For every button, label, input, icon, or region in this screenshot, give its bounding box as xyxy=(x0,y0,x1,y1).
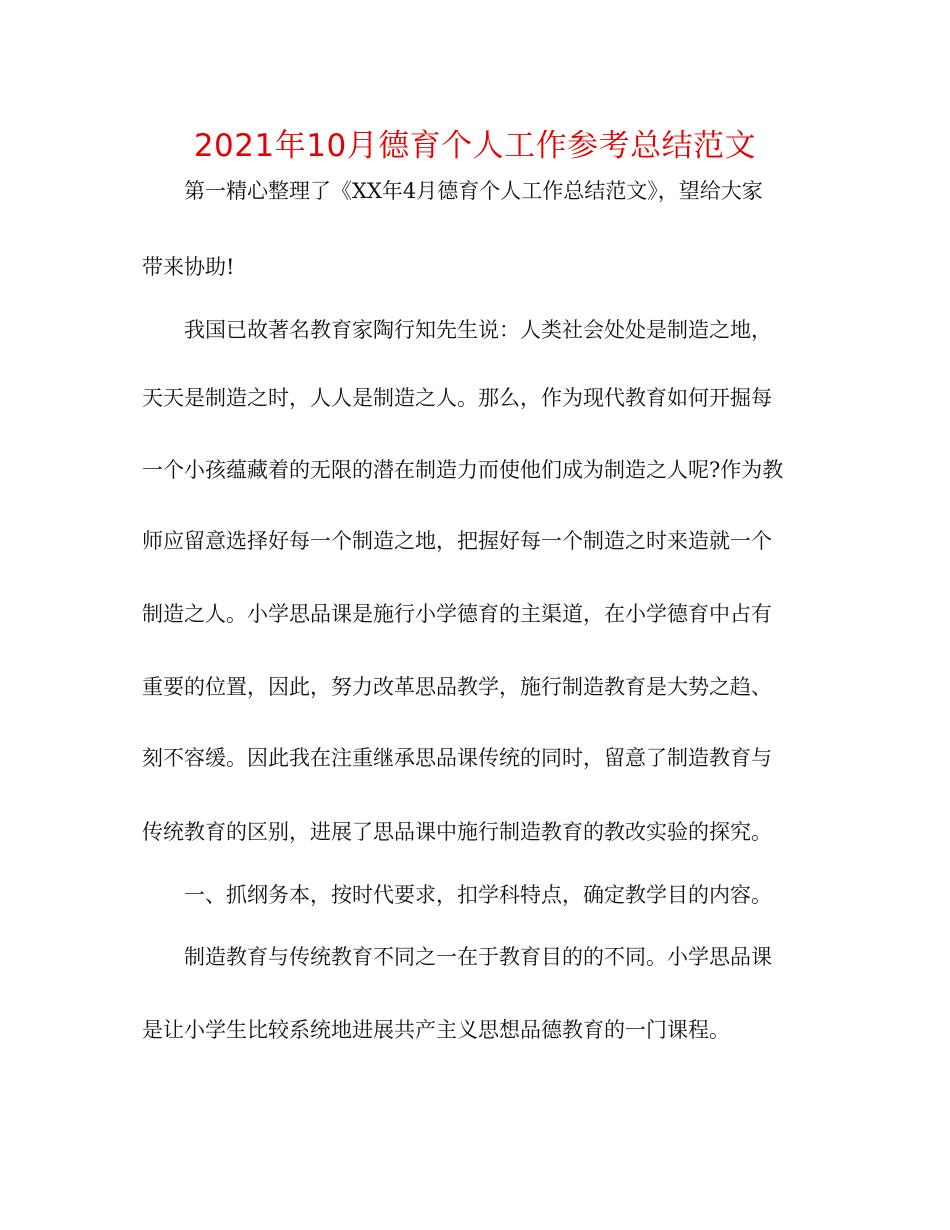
text-line: 制造之人。小学思品课是施行小学德育的主渠道，在小学德育中占有 xyxy=(142,602,772,626)
text-line: 一、抓纲务本，按时代要求，扣学科特点，确定教学目的内容。 xyxy=(184,883,772,907)
text-line: 刻不容缓。因此我在注重继承思品课传统的同时，留意了制造教育与 xyxy=(142,746,772,770)
text-line: 是让小学生比较系统地进展共产主义思想品德教育的一门课程。 xyxy=(142,1018,730,1042)
text-line: 重要的位置，因此，努力改革思品教学，施行制造教育是大势之趋、 xyxy=(142,675,772,699)
text-line: 一个小孩蕴藏着的无限的潜在制造力而使他们成为制造之人呢?作为教 xyxy=(142,458,784,482)
document-title: 2021年10月德育个人工作参考总结范文 xyxy=(193,128,757,164)
text-line: 传统教育的区别，进展了思品课中施行制造教育的教改实验的探究。 xyxy=(142,820,772,844)
text-line: 制造教育与传统教育不同之一在于教育目的的不同。小学思品课 xyxy=(184,945,772,969)
text-line: 带来协助! xyxy=(142,255,235,279)
text-line: 我国已故著名教育家陶行知先生说：人类社会处处是制造之地， xyxy=(184,318,772,342)
text-line: 天天是制造之时，人人是制造之人。那么，作为现代教育如何开掘每 xyxy=(142,386,772,410)
text-line: 师应留意选择好每一个制造之地，把握好每一个制造之时来造就一个 xyxy=(142,529,772,553)
text-line: 第一精心整理了《XX年4月德育个人工作总结范文》，望给大家 xyxy=(184,179,763,203)
